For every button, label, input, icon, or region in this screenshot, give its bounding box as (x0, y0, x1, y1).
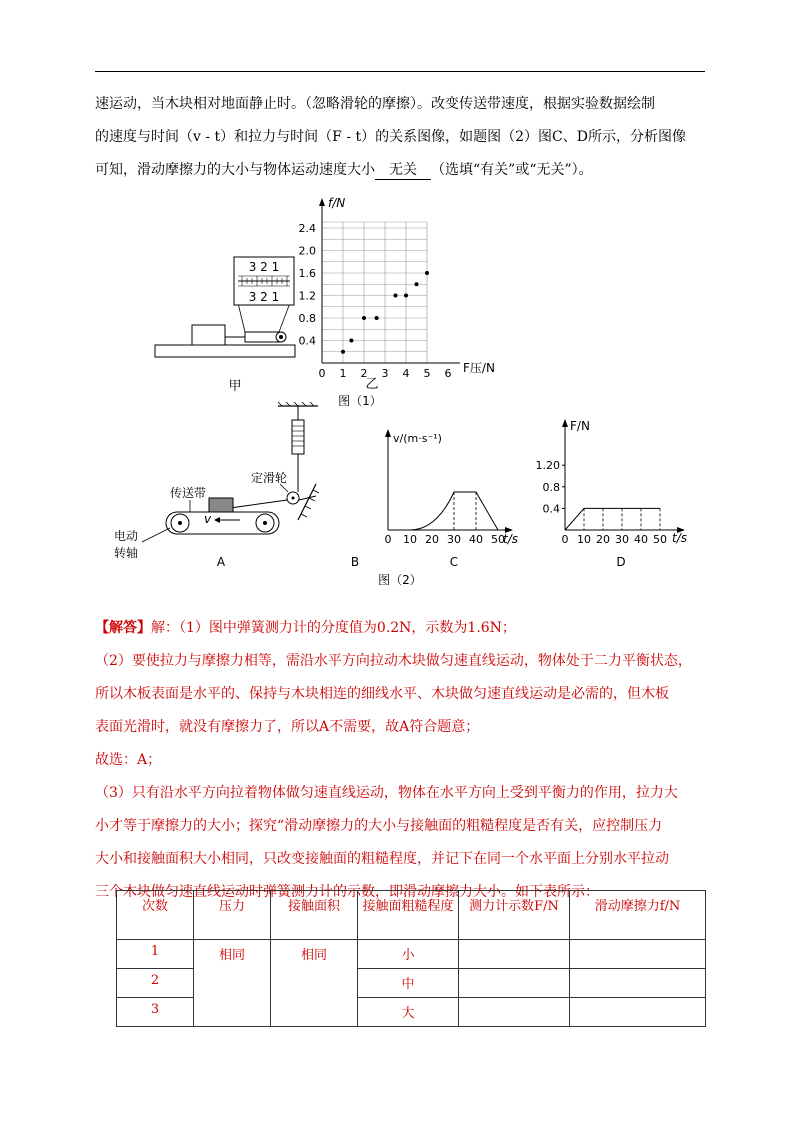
gauge-bottom-scale: 3 2 1 (248, 290, 280, 304)
cell-gauge-reading (459, 969, 570, 998)
solution-p1: 解：（1）图中弹簧测力计的分度值为0.2N，示数为1.6N； (151, 620, 516, 636)
cell-gauge-reading (459, 940, 570, 969)
apparatus-A (114, 402, 319, 560)
x-tick-label: 0 (318, 367, 326, 380)
text-line-3-post: （选填“有关”或“无关”）。 (431, 162, 593, 178)
x-tick-label: 5 (423, 367, 431, 380)
graph-D (536, 419, 688, 546)
cell-roughness: 大 (358, 998, 459, 1027)
y-tick-label: 1.2 (298, 289, 316, 303)
y-axis-arrow (319, 198, 325, 206)
cell-roughness: 中 (358, 969, 459, 998)
x-tick-label: 1 (339, 367, 347, 380)
C-x-tick-label: 0 (384, 533, 392, 546)
cell-friction (570, 998, 706, 1027)
label-B: B (350, 555, 360, 569)
F-t-curve (565, 508, 660, 530)
header-rule (95, 71, 705, 72)
table-header-row (117, 891, 706, 940)
label-C: C (449, 555, 459, 569)
label-yi: 乙 (365, 377, 379, 392)
figure-2-caption: 图（2） (378, 573, 422, 587)
results-table (116, 890, 706, 1027)
y-tick-label: 0.4 (298, 334, 316, 348)
cell-gauge-reading (459, 998, 570, 1027)
C-y-axis-label: v/(m·s⁻¹) (393, 432, 442, 445)
solution-p3b: 小才等于摩擦力的大小；探究“滑动摩擦力的大小与接触面的粗糙程度是否有关，应控制压力 (95, 818, 663, 834)
cell-roughness: 小 (358, 940, 459, 969)
figure-1-caption: 图（1） (338, 394, 382, 408)
D-x-tick-label: 30 (615, 533, 629, 546)
D-y-tick-label: 1.20 (535, 459, 560, 473)
label-D: D (616, 555, 626, 569)
th-pressure: 压力 (194, 891, 271, 940)
th-roughness: 接触面粗糙程度 (358, 891, 459, 940)
y-tick-label: 1.6 (298, 267, 316, 280)
th-gauge-reading: 测力计示数F/N (459, 891, 570, 940)
solution-p2d: 故选：A； (95, 752, 162, 768)
data-point (394, 294, 398, 298)
cell-friction (570, 969, 706, 998)
th-area: 接触面积 (271, 891, 358, 940)
y-tick-label: 0.8 (298, 312, 316, 325)
answer-blank: 无关 (375, 161, 431, 180)
C-x-tick-label: 50 (491, 533, 505, 546)
y-axis-label: f/N (328, 196, 346, 210)
graph-yi (299, 196, 495, 380)
data-point (375, 316, 379, 320)
D-y-tick-label: 0.8 (542, 480, 560, 494)
C-x-axis-label: t/s (503, 532, 518, 546)
data-point (362, 316, 366, 320)
motor-label-1: 电动 (114, 529, 139, 543)
cell-count: 2 (117, 969, 194, 998)
D-x-tick-label: 40 (634, 533, 648, 546)
D-x-tick-label: 10 (577, 533, 591, 546)
data-point (349, 339, 353, 343)
x-tick-label: 3 (381, 367, 389, 380)
figure-2 (110, 402, 710, 592)
data-point (404, 294, 408, 298)
th-friction: 滑动摩擦力f/N (570, 891, 706, 940)
y-tick-label: 2.4 (298, 222, 316, 235)
D-x-tick-label: 50 (653, 533, 667, 546)
gauge-top-scale: 3 2 1 (248, 260, 280, 274)
solution-p2b: 所以木板表面是水平的、保持与木块相连的细线水平、木块做匀速直线运动是必需的，但木板 (95, 686, 669, 702)
cell-count: 3 (117, 998, 194, 1027)
x-axis-label: F压/N (463, 361, 495, 375)
D-x-tick-label: 0 (561, 533, 569, 546)
cell-count: 1 (117, 940, 194, 969)
solution-head: 【解答】 (95, 620, 151, 636)
solution-p2c: 表面光滑时，就没有摩擦力了，所以A不需要，故A符合题意； (95, 719, 480, 735)
text-line-3 (95, 154, 715, 187)
D-x-axis-label: t/s (672, 531, 687, 545)
data-point (415, 282, 419, 286)
graph-C (385, 429, 519, 546)
text-line-2: 的速度与时间（v - t）和拉力与时间（F - t）的关系图像，如题图（2）图C、D所示，分析图像 (95, 129, 686, 145)
v-t-curve (388, 492, 498, 530)
D-y-axis-label: F/N (570, 419, 590, 433)
solution-p3c: 大小和接触面积大小相同，只改变接触面的粗糙程度，并记下在同一个水平面上分别水平拉动 (95, 851, 669, 867)
cell-friction (570, 940, 706, 969)
x-tick-label: 2 (360, 367, 368, 380)
D-x-tick-label: 20 (596, 533, 610, 546)
label-A: A (216, 555, 226, 569)
figure-1 (150, 195, 520, 410)
cell-pressure: 相同 (194, 940, 271, 1027)
solution-p3a: （3）只有沿水平方向拉着物体做匀速直线运动，物体在水平方向上受到平衡力的作用，拉力大 (95, 785, 678, 801)
x-tick-label: 4 (402, 367, 410, 380)
C-x-tick-label: 40 (469, 533, 483, 546)
motor-label-2: 转轴 (114, 546, 139, 560)
data-point (341, 350, 345, 354)
C-x-tick-label: 10 (403, 533, 417, 546)
solution-line-1 (95, 612, 715, 645)
x-tick-label: 6 (444, 367, 452, 380)
label-jia: 甲 (228, 379, 242, 394)
solution-p3d: 三个木块做匀速直线运动时弹簧测力计的示数，即滑动摩擦力大小。如下表所示： (95, 884, 599, 900)
text-line-3-pre: 可知，滑动摩擦力的大小与物体运动速度大小 (95, 162, 375, 178)
C-x-tick-label: 30 (447, 533, 461, 546)
y-tick-label: 2.0 (298, 244, 316, 258)
table-row (117, 940, 706, 969)
apparatus-jia (155, 257, 295, 357)
graph-grid (322, 222, 427, 363)
D-y-tick-label: 0.4 (542, 502, 560, 516)
data-point (425, 271, 429, 275)
v-label: v (204, 512, 212, 526)
C-x-tick-label: 20 (425, 533, 439, 546)
cell-area: 相同 (271, 940, 358, 1027)
th-count: 次数 (117, 891, 194, 940)
solution-p2a: （2）要使拉力与摩擦力相等，需沿水平方向拉动木块做匀速直线运动，物体处于二力平衡状态， (95, 653, 692, 669)
text-line-1: 速运动，当木块相对地面静止时。（忽略滑轮的摩擦）。改变传送带速度，根据实验数据绘制 (95, 96, 655, 112)
belt-label: 传送带 (170, 486, 207, 500)
pulley-label: 定滑轮 (251, 471, 288, 485)
